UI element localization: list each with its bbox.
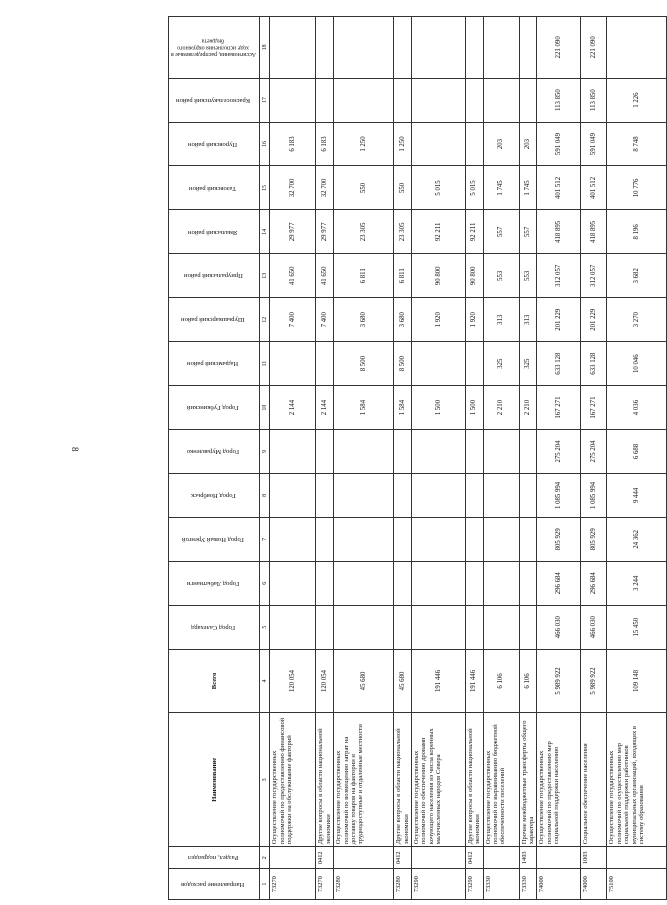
- row-name: Осуществление государственных полномочий по осуществлению мер социальной поддержки работников муниципальных организаций, входящих в систему образования: [607, 713, 667, 847]
- value-cell: 3 680: [394, 298, 412, 342]
- value-cell: 550: [394, 166, 412, 210]
- value-cell: 3 244: [607, 561, 667, 605]
- value-cell: 6 106: [483, 649, 519, 713]
- value-cell: [519, 561, 537, 605]
- column-number-row: [260, 17, 270, 900]
- expense-code: 75100: [607, 869, 667, 900]
- column-header-label: Раздел, подраздел: [187, 854, 239, 862]
- value-cell: 6 183: [270, 122, 316, 166]
- column-header: [169, 517, 260, 561]
- value-cell: 550: [334, 166, 394, 210]
- value-cell: 2 144: [270, 386, 316, 430]
- column-number: 16: [260, 122, 270, 166]
- column-header-label: Ямальский район: [188, 228, 238, 236]
- value-cell: 10 046: [607, 342, 667, 386]
- column-header-label: Город Ноябрьск: [190, 492, 236, 500]
- value-cell: [270, 17, 316, 79]
- value-cell: 8 196: [607, 210, 667, 254]
- value-cell: 221 090: [581, 17, 607, 79]
- column-header: [169, 386, 260, 430]
- row-name: Осуществление государственных полномочий по выравниванию бюджетной обеспеченности поселений: [483, 713, 519, 847]
- value-cell: [270, 78, 316, 122]
- value-cell: 23 305: [334, 210, 394, 254]
- expense-code: 73290: [465, 869, 483, 900]
- column-number: 10: [260, 386, 270, 430]
- column-header-label: Наименование: [210, 757, 218, 802]
- value-cell: [411, 430, 465, 474]
- table-row: [334, 17, 394, 900]
- value-cell: 557: [519, 210, 537, 254]
- column-header: [169, 649, 260, 713]
- value-cell: 15 450: [607, 605, 667, 649]
- column-number: 7: [260, 517, 270, 561]
- column-header-label: Шурышкарский район: [181, 316, 245, 324]
- value-cell: [334, 561, 394, 605]
- value-cell: 466 030: [581, 605, 607, 649]
- value-cell: 401 512: [537, 166, 581, 210]
- value-cell: 167 271: [537, 386, 581, 430]
- column-header-label: Надымский район: [187, 360, 239, 368]
- value-cell: 6 106: [519, 649, 537, 713]
- column-header-label: Приуральский район: [183, 272, 243, 280]
- column-number: 13: [260, 254, 270, 298]
- value-cell: [411, 78, 465, 122]
- column-header: [169, 210, 260, 254]
- value-cell: 24 362: [607, 517, 667, 561]
- value-cell: [465, 430, 483, 474]
- value-cell: 203: [519, 122, 537, 166]
- value-cell: [394, 605, 412, 649]
- value-cell: [519, 605, 537, 649]
- value-cell: 5 015: [411, 166, 465, 210]
- value-cell: [270, 605, 316, 649]
- column-header: [169, 847, 260, 869]
- table-row: [465, 17, 483, 900]
- budget-table-sheet: [168, 16, 645, 900]
- value-cell: 418 895: [537, 210, 581, 254]
- column-header: [169, 561, 260, 605]
- value-cell: [465, 17, 483, 79]
- value-cell: [334, 17, 394, 79]
- value-cell: 9 444: [607, 473, 667, 517]
- column-header-label: Город Лабытнанги: [186, 579, 240, 587]
- value-cell: 23 305: [394, 210, 412, 254]
- column-header-label: Город Губкинский: [187, 404, 239, 412]
- value-cell: [519, 430, 537, 474]
- value-cell: 557: [483, 210, 519, 254]
- expense-code: 73280: [394, 869, 412, 900]
- value-cell: 191 446: [465, 649, 483, 713]
- value-cell: 1 085 994: [537, 473, 581, 517]
- column-header: [169, 17, 260, 79]
- table-row: [537, 17, 581, 900]
- value-cell: 113 850: [537, 78, 581, 122]
- column-header: [169, 869, 260, 900]
- column-header: [169, 166, 260, 210]
- value-cell: 109 148: [607, 649, 667, 713]
- value-cell: 418 895: [581, 210, 607, 254]
- row-name: Прочие межбюджетные трансферты общего характера: [519, 713, 537, 847]
- value-cell: [519, 517, 537, 561]
- value-cell: 92 211: [465, 210, 483, 254]
- column-header: [169, 473, 260, 517]
- value-cell: 1 745: [519, 166, 537, 210]
- row-name: Осуществление государственных полномочий по предоставлению мер социальной поддержки населению: [537, 713, 581, 847]
- column-number: 17: [260, 78, 270, 122]
- value-cell: [316, 605, 334, 649]
- value-cell: [465, 561, 483, 605]
- section-code: 0412: [465, 847, 483, 869]
- value-cell: 8 500: [394, 342, 412, 386]
- column-header: [169, 342, 260, 386]
- column-number: 15: [260, 166, 270, 210]
- value-cell: [334, 430, 394, 474]
- table-row: [607, 17, 667, 900]
- value-cell: 1 500: [465, 386, 483, 430]
- value-cell: 553: [483, 254, 519, 298]
- column-number: 14: [260, 210, 270, 254]
- value-cell: 6 183: [316, 122, 334, 166]
- column-number: 5: [260, 605, 270, 649]
- column-header-label: Город Новый Уренгой: [182, 536, 244, 544]
- value-cell: 5 015: [465, 166, 483, 210]
- value-cell: 191 446: [411, 649, 465, 713]
- value-cell: 2 210: [519, 386, 537, 430]
- budget-table: [168, 16, 667, 900]
- value-cell: 113 850: [581, 78, 607, 122]
- column-number: 1: [260, 869, 270, 900]
- row-name: Осуществление государственных полномочий по предоставлению финансовой поддержки на обслуживание факторий: [270, 713, 316, 847]
- value-cell: 1 920: [411, 298, 465, 342]
- column-header: [169, 713, 260, 847]
- value-cell: 5 989 922: [537, 649, 581, 713]
- value-cell: 591 049: [537, 122, 581, 166]
- value-cell: [394, 430, 412, 474]
- value-cell: [411, 342, 465, 386]
- value-cell: [334, 605, 394, 649]
- value-cell: 3 680: [334, 298, 394, 342]
- value-cell: 1 250: [394, 122, 412, 166]
- value-cell: [483, 17, 519, 79]
- value-cell: 6 811: [394, 254, 412, 298]
- section-code: 1403: [519, 847, 537, 869]
- column-number: 6: [260, 561, 270, 605]
- column-number: 4: [260, 649, 270, 713]
- value-cell: [316, 517, 334, 561]
- value-cell: 45 680: [394, 649, 412, 713]
- value-cell: [334, 517, 394, 561]
- table-row: [519, 17, 537, 900]
- table-header-row: [169, 17, 260, 900]
- section-code: [334, 847, 394, 869]
- value-cell: 1 745: [483, 166, 519, 210]
- value-cell: 41 650: [316, 254, 334, 298]
- value-cell: 633 128: [581, 342, 607, 386]
- value-cell: 10 776: [607, 166, 667, 210]
- column-header: [169, 605, 260, 649]
- row-name: Социальное обеспечение населения: [581, 713, 607, 847]
- value-cell: 2 144: [316, 386, 334, 430]
- value-cell: [465, 342, 483, 386]
- value-cell: 6 811: [334, 254, 394, 298]
- section-code: [537, 847, 581, 869]
- value-cell: 805 929: [581, 517, 607, 561]
- value-cell: [465, 122, 483, 166]
- section-code: 0412: [394, 847, 412, 869]
- value-cell: [607, 17, 667, 79]
- expense-code: 73270: [316, 869, 334, 900]
- section-code: [411, 847, 465, 869]
- value-cell: 325: [519, 342, 537, 386]
- column-header: [169, 254, 260, 298]
- value-cell: 1 500: [411, 386, 465, 430]
- value-cell: [394, 561, 412, 605]
- column-number: 3: [260, 713, 270, 847]
- row-name: Другие вопросы в области национальной экономики: [316, 713, 334, 847]
- column-header-label: Город Муравленко: [186, 448, 240, 456]
- value-cell: [270, 561, 316, 605]
- column-number: 8: [260, 473, 270, 517]
- value-cell: [483, 78, 519, 122]
- value-cell: 167 271: [581, 386, 607, 430]
- value-cell: 313: [519, 298, 537, 342]
- value-cell: 325: [483, 342, 519, 386]
- column-header-label: Пуровский район: [188, 140, 238, 148]
- table-row: [483, 17, 519, 900]
- section-code: [607, 847, 667, 869]
- value-cell: [270, 342, 316, 386]
- expense-code: 74000: [581, 869, 607, 900]
- value-cell: 1 226: [607, 78, 667, 122]
- value-cell: 296 684: [581, 561, 607, 605]
- value-cell: 591 049: [581, 122, 607, 166]
- value-cell: [483, 517, 519, 561]
- page-number: 8: [70, 447, 80, 452]
- value-cell: 1 920: [465, 298, 483, 342]
- value-cell: 312 057: [581, 254, 607, 298]
- value-cell: [316, 17, 334, 79]
- column-number: 12: [260, 298, 270, 342]
- expense-code: 73270: [270, 869, 316, 900]
- expense-code: 73330: [483, 869, 519, 900]
- column-header: [169, 78, 260, 122]
- table-row: [270, 17, 316, 900]
- section-code: [270, 847, 316, 869]
- value-cell: [316, 473, 334, 517]
- value-cell: [465, 473, 483, 517]
- table-row: [316, 17, 334, 900]
- value-cell: 296 684: [537, 561, 581, 605]
- value-cell: 553: [519, 254, 537, 298]
- expense-code: 73280: [334, 869, 394, 900]
- value-cell: 1 250: [334, 122, 394, 166]
- value-cell: 4 036: [607, 386, 667, 430]
- value-cell: [483, 605, 519, 649]
- column-header-label: Ассигнования, распределяемые в ходе исполнения окружного бюджета: [170, 37, 256, 58]
- value-cell: [465, 605, 483, 649]
- value-cell: 41 650: [270, 254, 316, 298]
- table-row: [411, 17, 465, 900]
- value-cell: [519, 78, 537, 122]
- value-cell: 2 210: [483, 386, 519, 430]
- section-code: 1003: [581, 847, 607, 869]
- value-cell: [270, 473, 316, 517]
- value-cell: 633 128: [537, 342, 581, 386]
- value-cell: 120 054: [270, 649, 316, 713]
- row-name: Осуществление государственных полномочий по обеспечению дровами кочующего населения из числа коренных малочисленных народов Севера: [411, 713, 465, 847]
- value-cell: 466 030: [537, 605, 581, 649]
- value-cell: 29 977: [316, 210, 334, 254]
- value-cell: [394, 17, 412, 79]
- value-cell: 221 090: [537, 17, 581, 79]
- row-name: Другие вопросы в области национальной экономики: [394, 713, 412, 847]
- column-header: [169, 430, 260, 474]
- value-cell: 3 270: [607, 298, 667, 342]
- value-cell: 201 229: [581, 298, 607, 342]
- column-header: [169, 122, 260, 166]
- column-number: 2: [260, 847, 270, 869]
- column-header-label: Всего: [210, 672, 218, 690]
- value-cell: 275 204: [537, 430, 581, 474]
- value-cell: [411, 122, 465, 166]
- value-cell: [270, 517, 316, 561]
- value-cell: 201 229: [537, 298, 581, 342]
- value-cell: [483, 561, 519, 605]
- column-number: 9: [260, 430, 270, 474]
- value-cell: [465, 78, 483, 122]
- value-cell: 32 700: [316, 166, 334, 210]
- value-cell: 1 584: [334, 386, 394, 430]
- value-cell: [483, 430, 519, 474]
- value-cell: [411, 517, 465, 561]
- value-cell: [519, 17, 537, 79]
- value-cell: [394, 78, 412, 122]
- value-cell: [270, 430, 316, 474]
- value-cell: 3 682: [607, 254, 667, 298]
- value-cell: [465, 517, 483, 561]
- value-cell: 8 500: [334, 342, 394, 386]
- value-cell: 120 054: [316, 649, 334, 713]
- value-cell: 401 512: [581, 166, 607, 210]
- expense-code: 74000: [537, 869, 581, 900]
- value-cell: [316, 78, 334, 122]
- value-cell: 92 211: [411, 210, 465, 254]
- value-cell: 90 800: [465, 254, 483, 298]
- value-cell: 45 680: [334, 649, 394, 713]
- value-cell: [316, 430, 334, 474]
- value-cell: 1 085 994: [581, 473, 607, 517]
- value-cell: [316, 342, 334, 386]
- table-row: [581, 17, 607, 900]
- value-cell: 805 929: [537, 517, 581, 561]
- expense-code: 73290: [411, 869, 465, 900]
- table-row: [394, 17, 412, 900]
- value-cell: [411, 561, 465, 605]
- value-cell: [411, 17, 465, 79]
- value-cell: [411, 605, 465, 649]
- row-name: Осуществление государственных полномочий по возмещению затрат на доставку товаров на фактории и труднодоступные и отдаленные местности: [334, 713, 394, 847]
- value-cell: [411, 473, 465, 517]
- value-cell: 5 989 922: [581, 649, 607, 713]
- column-number: 11: [260, 342, 270, 386]
- value-cell: 312 057: [537, 254, 581, 298]
- section-code: [483, 847, 519, 869]
- value-cell: 7 400: [316, 298, 334, 342]
- column-number: 18: [260, 17, 270, 79]
- value-cell: 1 584: [394, 386, 412, 430]
- value-cell: 275 204: [581, 430, 607, 474]
- section-code: 0412: [316, 847, 334, 869]
- value-cell: 203: [483, 122, 519, 166]
- value-cell: [394, 473, 412, 517]
- value-cell: 90 800: [411, 254, 465, 298]
- row-name: Другие вопросы в области национальной экономики: [465, 713, 483, 847]
- column-header: [169, 298, 260, 342]
- column-header-label: Тазовский район: [189, 184, 237, 192]
- column-header-label: Направление расходов: [181, 880, 245, 888]
- value-cell: 6 688: [607, 430, 667, 474]
- value-cell: 313: [483, 298, 519, 342]
- column-header-label: Город Салехард: [190, 623, 236, 631]
- value-cell: [334, 78, 394, 122]
- value-cell: [316, 561, 334, 605]
- value-cell: [519, 473, 537, 517]
- value-cell: [394, 517, 412, 561]
- value-cell: [483, 473, 519, 517]
- value-cell: 29 977: [270, 210, 316, 254]
- expense-code: 73330: [519, 869, 537, 900]
- column-header-label: Красноселькупский район: [175, 96, 251, 104]
- value-cell: [334, 473, 394, 517]
- value-cell: 8 748: [607, 122, 667, 166]
- value-cell: 7 400: [270, 298, 316, 342]
- value-cell: 32 700: [270, 166, 316, 210]
